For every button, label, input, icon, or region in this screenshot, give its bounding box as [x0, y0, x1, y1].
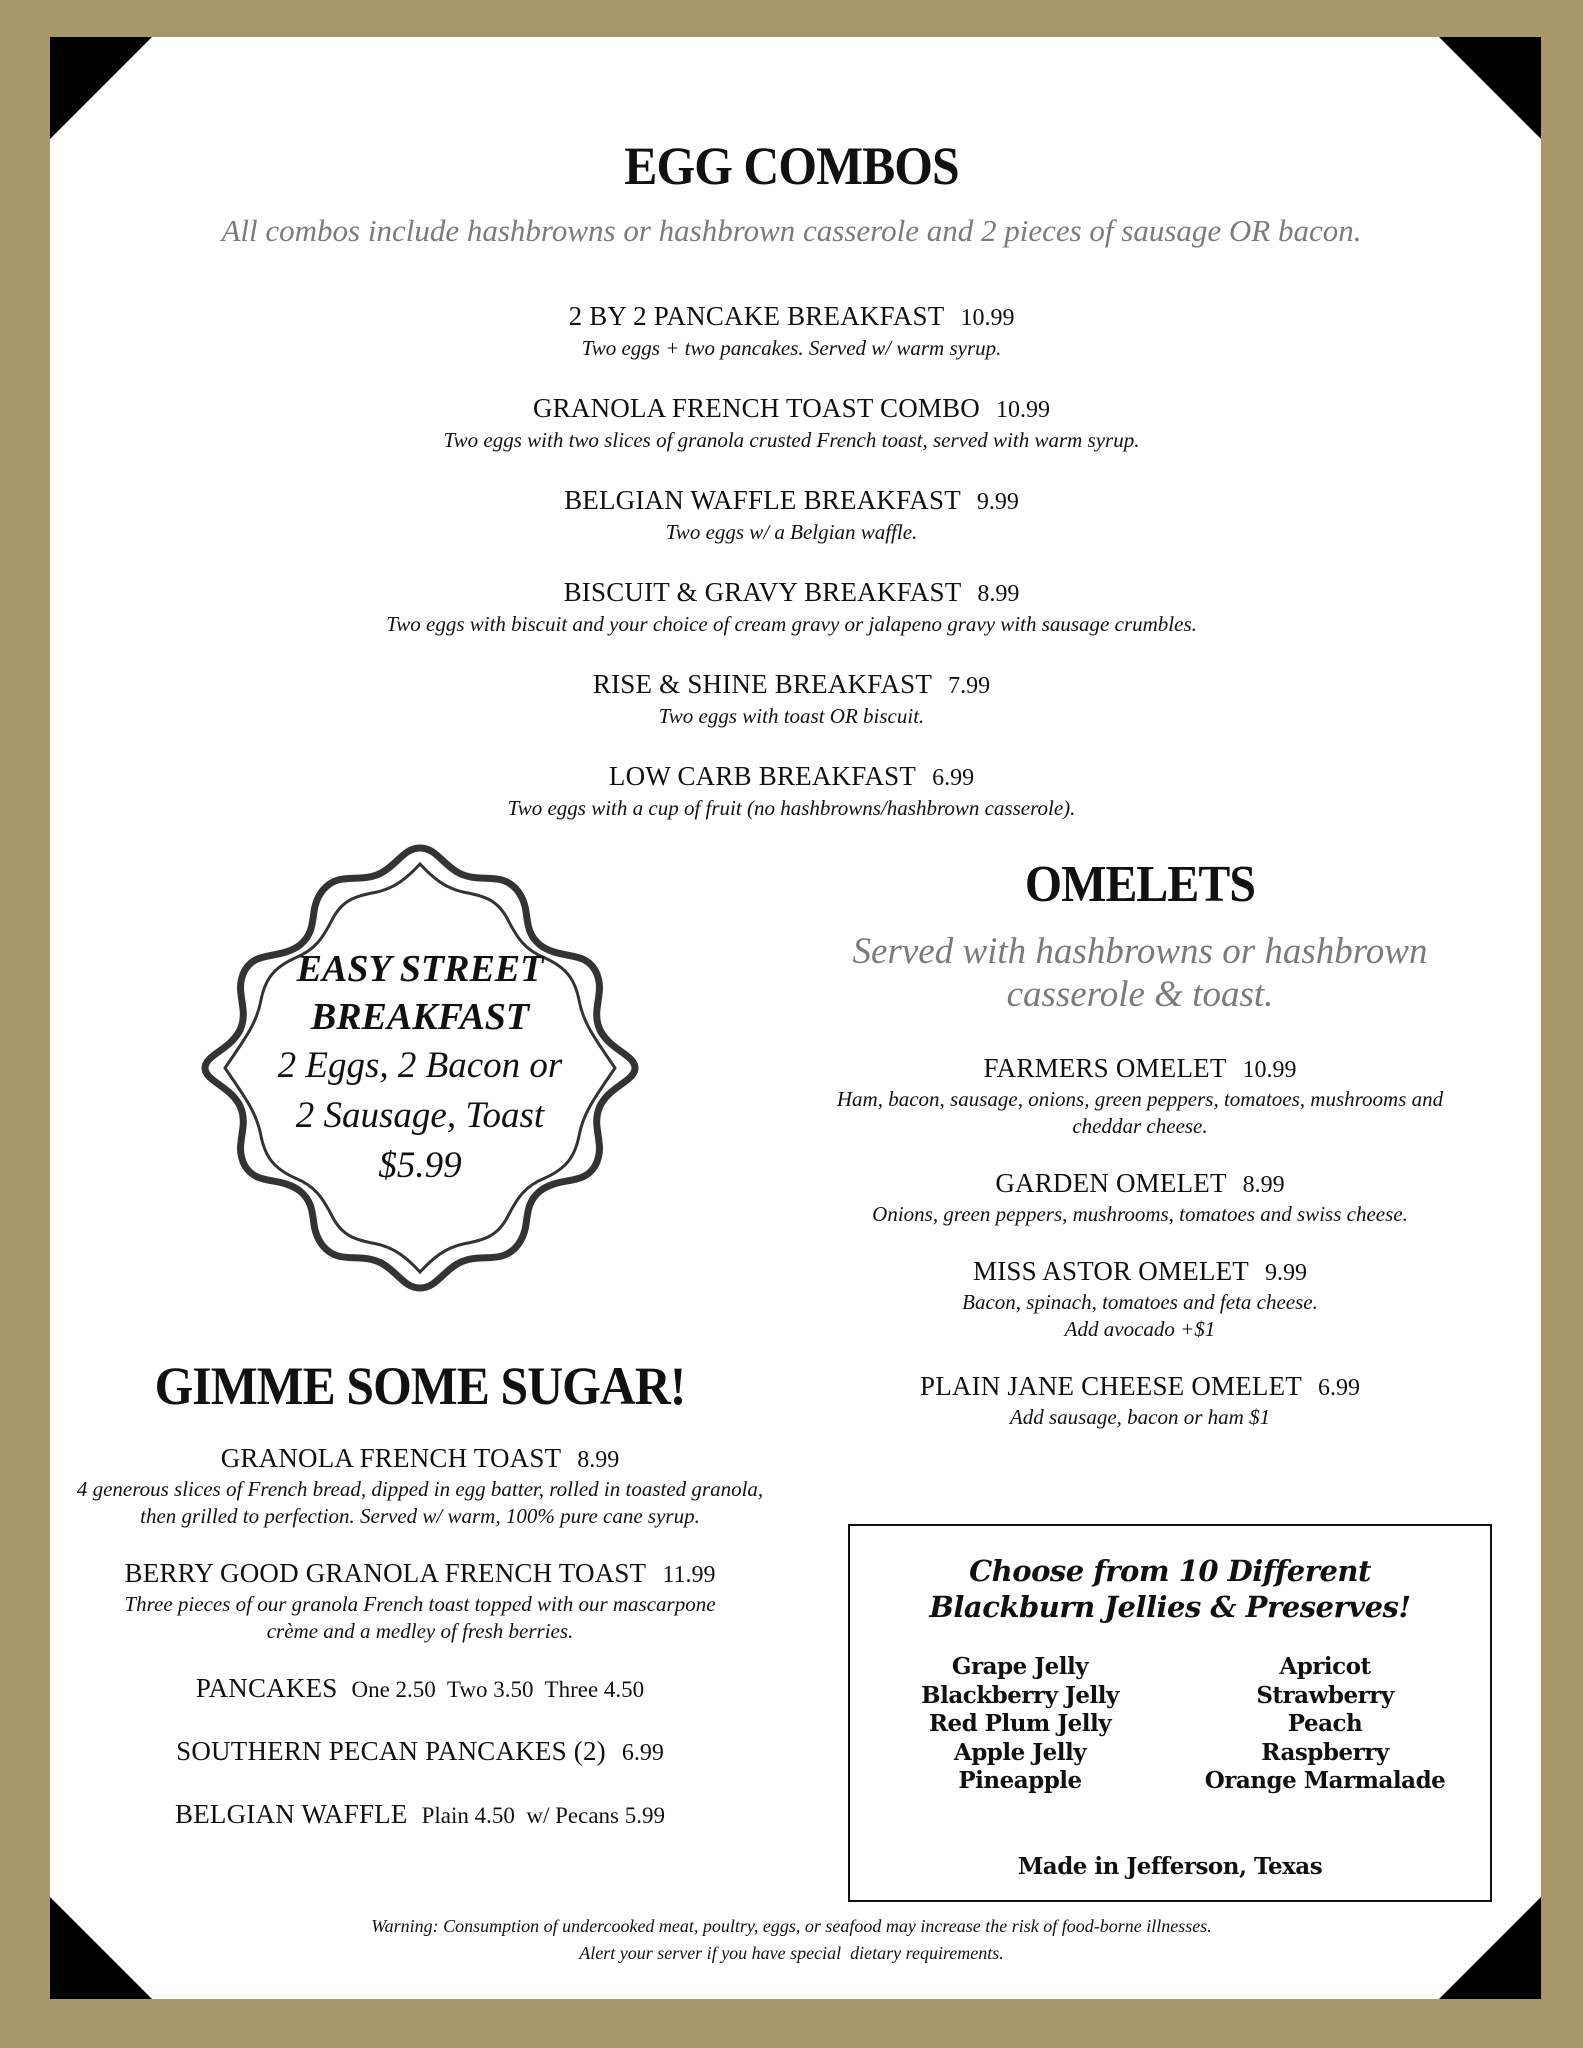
item-description: 4 generous slices of French bread, dipped in egg batter, rolled in toasted granola, then grilled to perfection. Served w/ warm, 100% pure cane syrup. [76, 1477, 764, 1528]
warning-line-2: Alert your server if you have special dietary requirements. [579, 1943, 1004, 1963]
special-description-line-2: 2 Sausage, Toast [295, 1095, 545, 1136]
item-description: Two eggs with two slices of granola crusted French toast, served with warm syrup. [443, 428, 1140, 452]
menu-item [0, 757, 1583, 849]
item-name: GARDEN OMELET [995, 1168, 1227, 1198]
item-price: 9.99 [1264, 1260, 1307, 1286]
jellies-list-left [870, 1653, 1170, 1796]
menu-item [0, 389, 1583, 481]
item-name: SOUTHERN PECAN PANCAKES (2) [176, 1736, 606, 1766]
special-price: $5.99 [378, 1145, 462, 1186]
item-price: 7.99 [948, 673, 991, 699]
item-addon: Add avocado +$1 [1064, 1317, 1216, 1341]
item-name: GRANOLA FRENCH TOAST [220, 1443, 562, 1473]
jelly-item: Blackberry Jelly [921, 1681, 1119, 1709]
corner-ornament-top-left [50, 37, 152, 139]
menu-item-pecan-pancakes [60, 1733, 780, 1796]
item-name: BELGIAN WAFFLE BREAKFAST [564, 485, 961, 515]
menu-item [0, 481, 1583, 573]
menu-item [790, 1253, 1490, 1343]
item-description: Two eggs with a cup of fruit (no hashbrowns/hashbrown casserole). [507, 796, 1076, 820]
corner-ornament-top-right [1439, 37, 1541, 139]
jellies-title [850, 1553, 1490, 1625]
jelly-item: Red Plum Jelly [928, 1710, 1112, 1737]
jelly-item: Orange Marmalade [1204, 1767, 1446, 1794]
jelly-item: Raspberry [1261, 1738, 1389, 1766]
jelly-item: Apricot [1279, 1653, 1371, 1680]
menu-item [790, 1368, 1490, 1431]
special-title-line-1: EASY STREET [296, 948, 544, 990]
menu-item [60, 1555, 780, 1645]
item-price: 6.99 [1318, 1375, 1361, 1401]
special-description-line-1: 2 Eggs, 2 Bacon or [277, 1045, 563, 1086]
jellies-origin: Made in Jefferson, Texas [1017, 1853, 1323, 1880]
sugar-section-title: GIMME SOME SUGAR! [154, 1356, 686, 1416]
item-price: 11.99 [662, 1562, 716, 1588]
item-name: GRANOLA FRENCH TOAST COMBO [532, 393, 981, 423]
item-name: PANCAKES [195, 1673, 338, 1703]
item-price: 6.99 [932, 765, 975, 791]
omelets-list [790, 1050, 1490, 1456]
easy-street-special [195, 945, 645, 1191]
item-price: 10.99 [996, 397, 1051, 423]
menu-item [60, 1440, 780, 1530]
jelly-item: Grape Jelly [951, 1653, 1089, 1680]
item-price: 6.99 [621, 1740, 664, 1766]
jellies-title-line-2: Blackburn Jellies & Preserves! [929, 1590, 1411, 1624]
jellies-title-line-1: Choose from 10 Different [969, 1554, 1371, 1588]
item-name: BISCUIT & GRAVY BREAKFAST [563, 577, 962, 607]
item-price: 8.99 [977, 581, 1020, 607]
item-price: 10.99 [960, 305, 1015, 331]
item-description: Ham, bacon, sausage, onions, green peppers, tomatoes, mushrooms and cheddar cheese. [836, 1087, 1444, 1138]
item-description: Add sausage, bacon or ham $1 [1009, 1405, 1271, 1429]
jelly-item: Pineapple [958, 1767, 1082, 1794]
egg-combos-subtitle: All combos include hashbrowns or hashbrown casserole and 2 pieces of sausage OR bacon. [221, 213, 1362, 248]
item-description: Two eggs with biscuit and your choice of cream gravy or jalapeno gravy with sausage crumbles. [386, 612, 1197, 636]
item-description: Two eggs with toast OR biscuit. [658, 704, 925, 728]
jelly-item: Peach [1287, 1710, 1363, 1737]
item-price: 8.99 [1242, 1172, 1285, 1198]
egg-combos-list [0, 297, 1583, 849]
menu-item-belgian-waffle [60, 1796, 780, 1859]
item-name: BELGIAN WAFFLE [175, 1799, 408, 1829]
item-name: RISE & SHINE BREAKFAST [592, 669, 933, 699]
item-name: BERRY GOOD GRANOLA FRENCH TOAST [124, 1558, 647, 1588]
menu-item-pancakes [60, 1670, 780, 1733]
item-options: One 2.50 Two 3.50 Three 4.50 [351, 1677, 645, 1702]
food-safety-warning [0, 1913, 1583, 1967]
egg-combos-title: EGG COMBOS [624, 136, 959, 196]
menu-item [0, 297, 1583, 389]
item-name: 2 BY 2 PANCAKE BREAKFAST [568, 301, 945, 331]
menu-item [0, 573, 1583, 665]
item-description: Onions, green peppers, mushrooms, tomatoes and swiss cheese. [872, 1202, 1408, 1226]
jellies-box [848, 1524, 1492, 1902]
item-description: Two eggs + two pancakes. Served w/ warm syrup. [581, 336, 1002, 360]
item-price: 9.99 [976, 489, 1019, 515]
item-name: FARMERS OMELET [983, 1053, 1227, 1083]
item-options: Plain 4.50 w/ Pecans 5.99 [421, 1803, 665, 1828]
item-description: Three pieces of our granola French toast topped with our mascarpone crème and a medley of fresh berries. [124, 1592, 716, 1643]
omelets-title: OMELETS [1024, 856, 1256, 913]
warning-line-1: Warning: Consumption of undercooked meat, poultry, eggs, or seafood may increase the risk of food-borne illnesses. [371, 1916, 1212, 1936]
menu-item [0, 665, 1583, 757]
item-description: Bacon, spinach, tomatoes and feta cheese. [962, 1290, 1318, 1314]
jelly-item: Strawberry [1256, 1681, 1394, 1709]
item-name: MISS ASTOR OMELET [973, 1256, 1249, 1286]
sugar-list [60, 1440, 780, 1859]
omelets-subtitle: Served with hashbrowns or hashbrown casserole & toast. [852, 931, 1428, 1015]
jelly-item: Apple Jelly [953, 1738, 1087, 1766]
jellies-list-right [1175, 1653, 1475, 1796]
item-price: 8.99 [577, 1447, 620, 1473]
item-name: PLAIN JANE CHEESE OMELET [919, 1371, 1303, 1401]
menu-item [790, 1050, 1490, 1140]
special-title-line-2: BREAKFAST [310, 996, 530, 1038]
menu-item [790, 1165, 1490, 1228]
item-name: LOW CARB BREAKFAST [608, 761, 917, 791]
item-description: Two eggs w/ a Belgian waffle. [665, 520, 918, 544]
item-price: 10.99 [1242, 1057, 1297, 1083]
